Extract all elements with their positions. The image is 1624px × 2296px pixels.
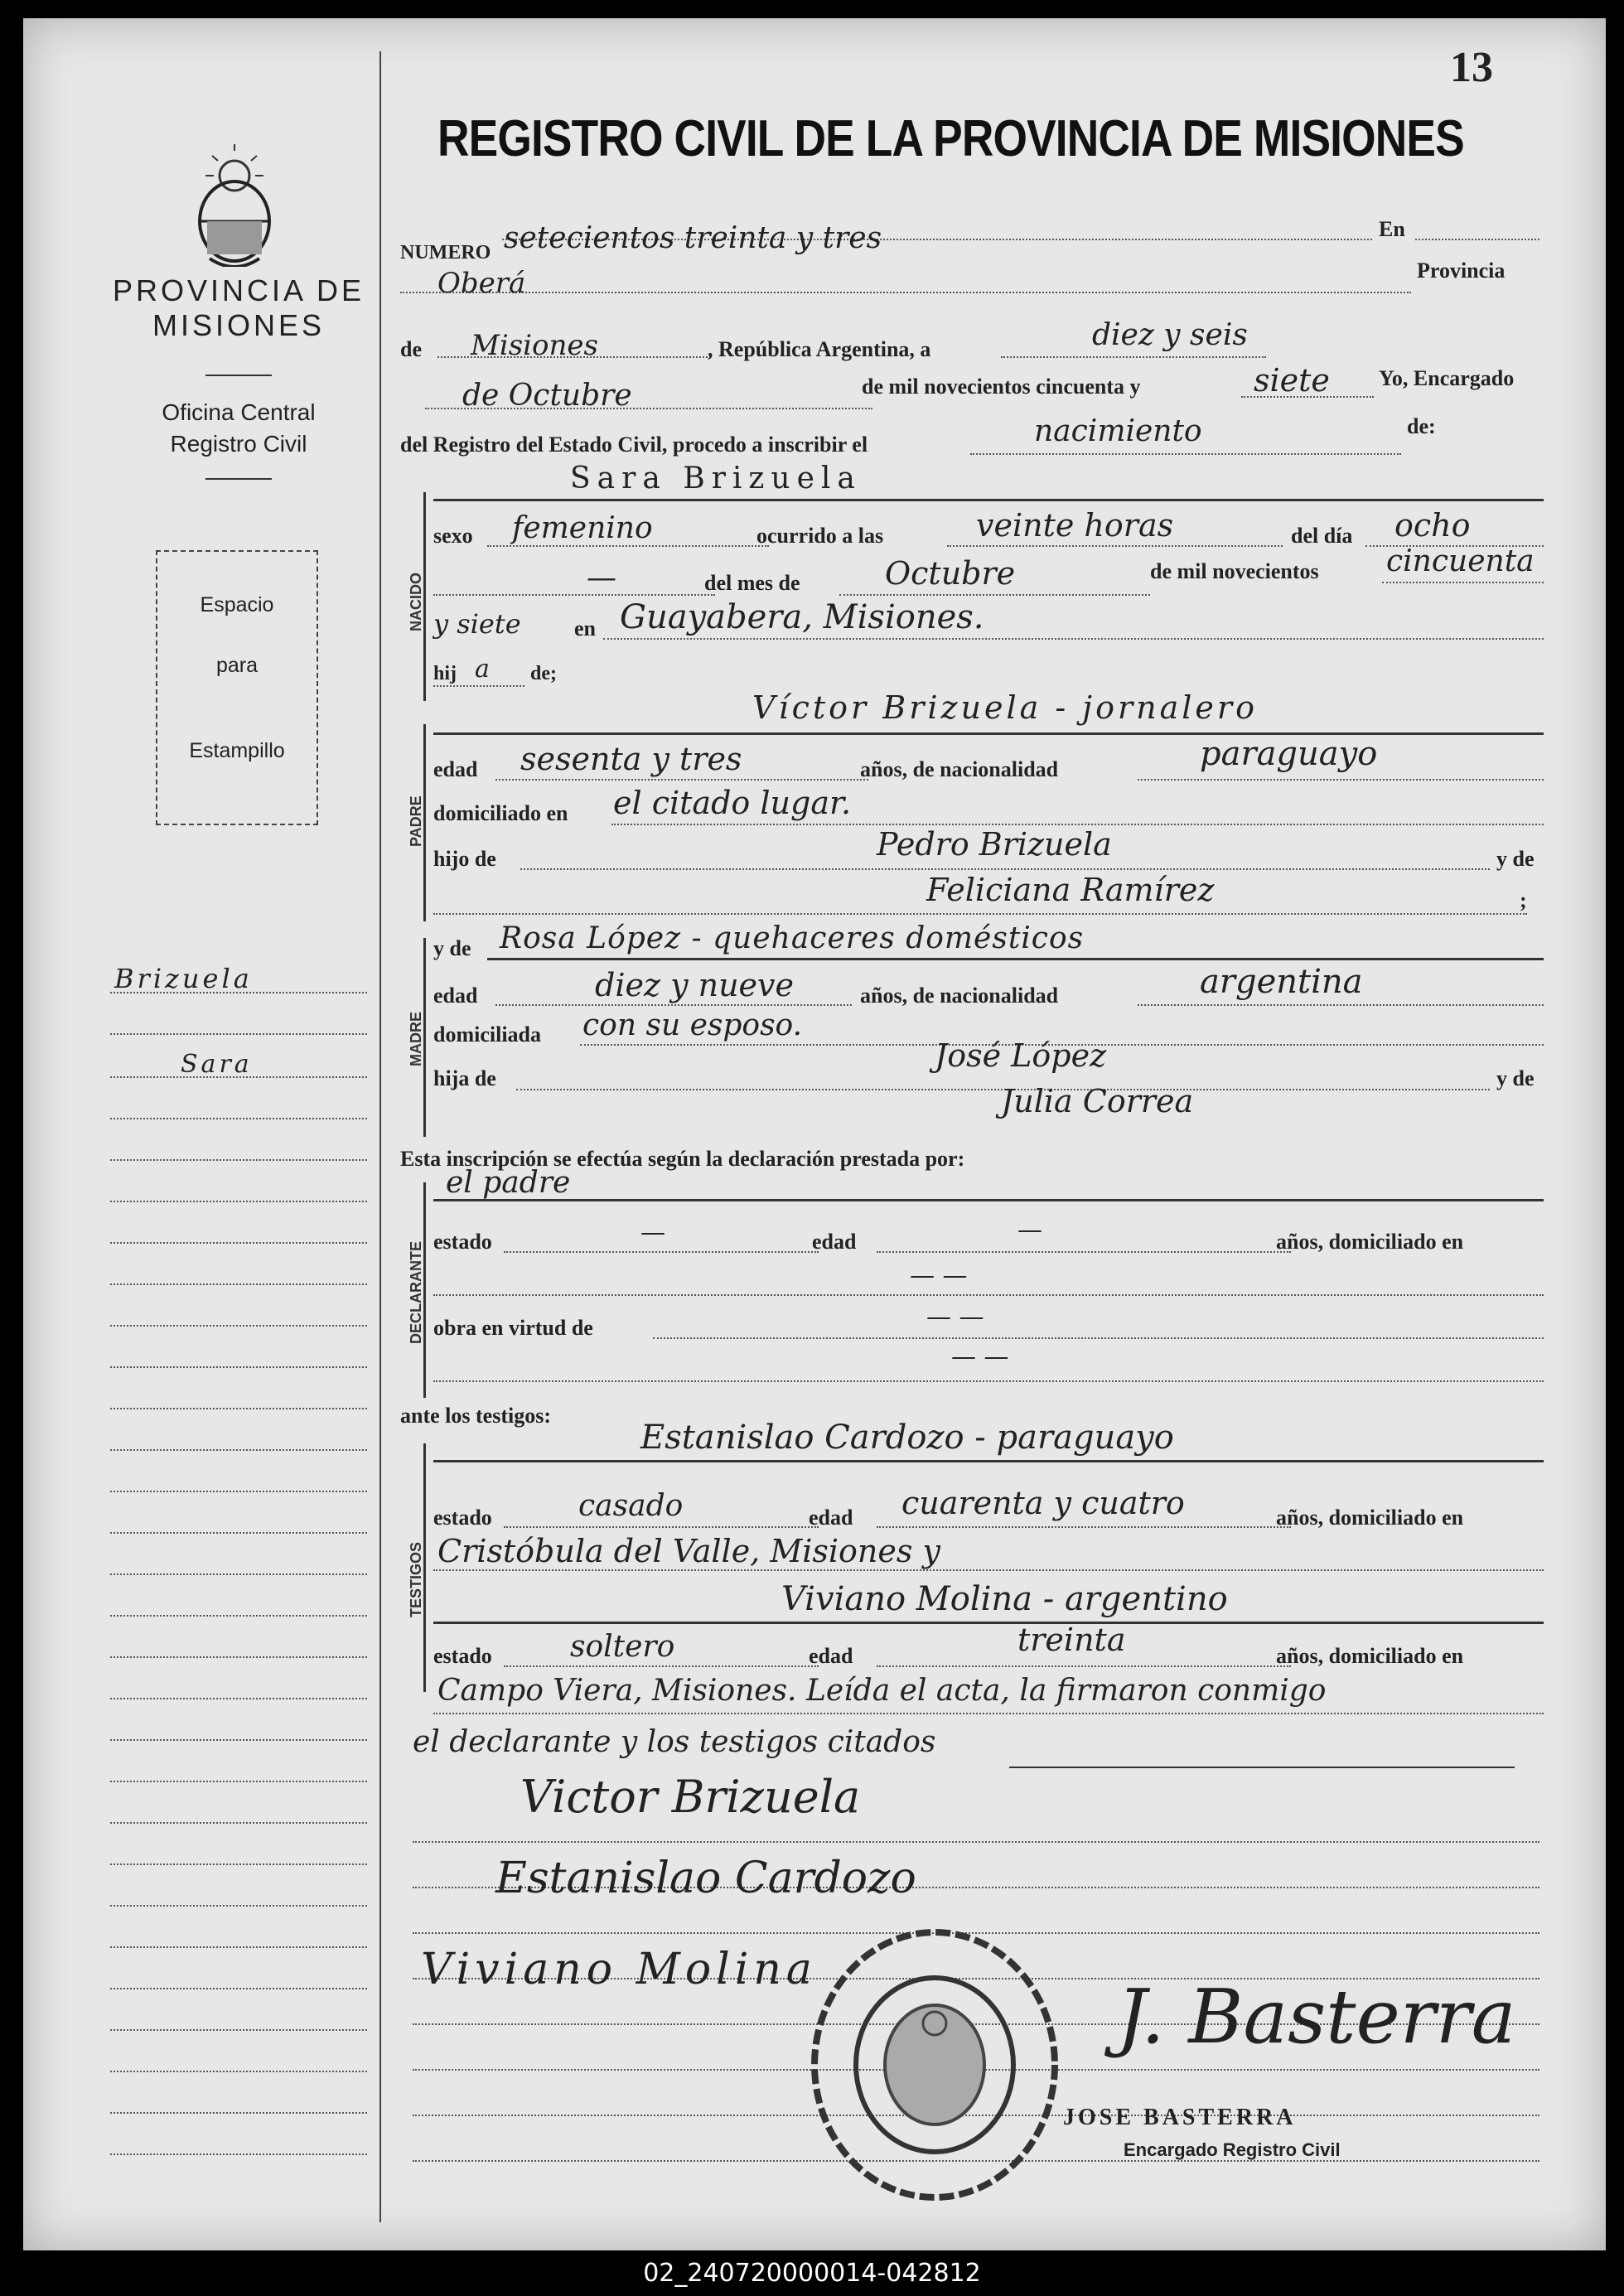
signer-name: JOSE BASTERRA bbox=[1063, 2105, 1297, 2130]
label-ocurrido: ocurrido a las bbox=[756, 524, 884, 548]
label-anos-domiciliado: años, domiciliado en bbox=[1276, 1230, 1464, 1254]
label-en: en bbox=[574, 616, 596, 640]
field-dia: ocho bbox=[1394, 507, 1471, 544]
field-t2-dom: Campo Viera, Misiones. Leída el acta, la firmaron conmigo bbox=[437, 1674, 1327, 1708]
label-hij: hij bbox=[433, 663, 457, 684]
tab-declarante: DECLARANTE bbox=[408, 1241, 424, 1344]
field-abuelo-m: José López bbox=[935, 1037, 1107, 1074]
label-anos-nac: años, de nacionalidad bbox=[860, 984, 1059, 1008]
label-esta-inscripcion: Esta inscripción se efectúa según la declaración prestada por: bbox=[400, 1147, 965, 1171]
field-line bbox=[433, 913, 1527, 915]
label-anos-domiciliado: años, domiciliado en bbox=[1276, 1644, 1464, 1668]
label-y-de: y de bbox=[1496, 847, 1535, 871]
tab-testigos: TESTIGOS bbox=[408, 1541, 424, 1617]
field-lugar-nac: Guayabera, Misiones. bbox=[620, 598, 984, 636]
label-del-dia: del día bbox=[1291, 524, 1353, 548]
field-testigo-2: Viviano Molina - argentino bbox=[781, 1580, 1228, 1618]
label-de-mil: de mil novecientos cincuenta y bbox=[862, 375, 1141, 399]
field-line bbox=[1415, 239, 1539, 240]
label-y-de: y de bbox=[1496, 1066, 1535, 1090]
field-abuela-m: Julia Correa bbox=[1001, 1083, 1194, 1119]
label-en: En bbox=[1379, 217, 1405, 241]
section-rule bbox=[433, 499, 1544, 501]
field-t1-estado: casado bbox=[578, 1489, 684, 1523]
label-sexo: sexo bbox=[433, 524, 473, 548]
field-line bbox=[1138, 1004, 1544, 1006]
field-line bbox=[947, 545, 1283, 547]
label-del-mes: del mes de bbox=[704, 571, 800, 595]
coat-of-arms-icon bbox=[189, 143, 280, 267]
province-label bbox=[102, 273, 375, 343]
field-fecha-dia: diez y seis bbox=[1092, 318, 1248, 352]
field-line bbox=[495, 779, 868, 781]
field-abuela-p: Feliciana Ramírez bbox=[926, 872, 1215, 908]
field-decl-obra: — — bbox=[926, 1303, 984, 1332]
field-line bbox=[1382, 582, 1544, 583]
field-line bbox=[877, 1526, 1291, 1528]
label-provincia: Provincia bbox=[1417, 259, 1506, 283]
field-decl-estado: — bbox=[640, 1218, 665, 1247]
office-line-1: Oficina Central bbox=[162, 399, 316, 425]
province-line-1: PROVINCIA DE bbox=[112, 273, 365, 307]
field-line bbox=[504, 1665, 819, 1667]
field-hij-letter: a bbox=[475, 655, 490, 684]
stamp-text-2: para bbox=[215, 654, 259, 677]
field-line bbox=[495, 1004, 852, 1006]
field-line bbox=[520, 868, 1490, 870]
label-numero: NUMERO bbox=[400, 242, 491, 263]
label-anos-nac: años, de nacionalidad bbox=[860, 757, 1059, 781]
label-hij-de: de; bbox=[530, 663, 557, 684]
margin-divider bbox=[379, 51, 381, 2222]
field-madre-edad: diez y nueve bbox=[595, 967, 795, 1003]
field-line bbox=[504, 1526, 819, 1528]
label-hijo-de: hijo de bbox=[433, 847, 496, 871]
label-semicolon: ; bbox=[1520, 888, 1527, 912]
divider bbox=[205, 478, 272, 480]
label-edad: edad bbox=[812, 1230, 857, 1254]
label-de-mil-nov: de mil novecientos bbox=[1150, 559, 1319, 583]
label-anos-domiciliado: años, domiciliado en bbox=[1276, 1506, 1464, 1530]
field-line bbox=[1001, 356, 1266, 358]
field-line bbox=[433, 1294, 1544, 1296]
divider bbox=[205, 375, 272, 376]
field-line bbox=[433, 594, 715, 596]
label-de: de bbox=[400, 337, 422, 361]
label-obra-virtud: obra en virtud de bbox=[433, 1316, 593, 1340]
field-padre-edad: sesenta y tres bbox=[520, 741, 742, 777]
field-acto: nacimiento bbox=[1034, 414, 1202, 448]
field-hora: veinte horas bbox=[976, 507, 1174, 544]
field-line bbox=[877, 1251, 1291, 1253]
label-edad: edad bbox=[809, 1506, 853, 1530]
label-domiciliada: domiciliada bbox=[433, 1022, 542, 1046]
label-edad: edad bbox=[809, 1644, 853, 1668]
field-t1-dom: Cristóbula del Valle, Misiones y bbox=[437, 1533, 940, 1569]
field-line bbox=[433, 685, 524, 687]
field-line bbox=[839, 594, 1150, 596]
field-anio: siete bbox=[1254, 362, 1330, 399]
field-numero: setecientos treinta y tres bbox=[504, 221, 882, 255]
field-decl-dom: — — bbox=[910, 1261, 968, 1290]
field-madre: Rosa López - quehaceres domésticos bbox=[500, 921, 1085, 955]
field-provincia-de: Misiones bbox=[471, 329, 598, 362]
label-yo-encargado: Yo, Encargado bbox=[1379, 366, 1515, 390]
field-madre-dom: con su esposo. bbox=[582, 1008, 803, 1042]
field-abuelo-p: Pedro Brizuela bbox=[877, 826, 1112, 863]
field-padre: Víctor Brizuela - jornalero bbox=[752, 689, 1258, 726]
field-anio-nac: cincuenta bbox=[1386, 544, 1535, 578]
field-lugar: Oberá bbox=[437, 267, 526, 300]
field-line bbox=[653, 1337, 1544, 1339]
field-line bbox=[611, 824, 1544, 825]
label-edad: edad bbox=[433, 984, 478, 1008]
label-del-registro: del Registro del Estado Civil, procedo a inscribir el bbox=[400, 433, 868, 457]
field-line bbox=[487, 545, 769, 547]
office-line-2: Registro Civil bbox=[170, 431, 307, 457]
signature-padre: Victor Brizuela bbox=[520, 1771, 861, 1823]
margin-name: Sara bbox=[181, 1050, 253, 1079]
field-testigo-1: Estanislao Cardozo - paraguayo bbox=[640, 1419, 1174, 1457]
field-line bbox=[877, 1665, 1291, 1667]
field-padre-nac: paraguayo bbox=[1200, 735, 1378, 773]
province-line-2: MISIONES bbox=[152, 308, 326, 342]
signature-testigo-1: Estanislao Cardozo bbox=[495, 1854, 916, 1903]
stamp-text-3: Estampillo bbox=[189, 739, 285, 762]
field-line bbox=[603, 638, 1544, 640]
label-republica: , República Argentina, a bbox=[708, 337, 931, 361]
field-line bbox=[400, 292, 1411, 293]
field-line bbox=[433, 1713, 1544, 1714]
tab-padre: PADRE bbox=[408, 795, 424, 847]
tab-madre: MADRE bbox=[408, 1012, 424, 1066]
field-dia-extra: — bbox=[587, 561, 616, 595]
field-anio-nac-2: y siete bbox=[433, 608, 521, 640]
label-estado: estado bbox=[433, 1644, 492, 1668]
field-sexo: femenino bbox=[512, 511, 653, 545]
label-de-colon: de: bbox=[1407, 414, 1436, 438]
label-domiciliado: domiciliado en bbox=[433, 801, 568, 825]
closing-rule bbox=[1009, 1767, 1515, 1768]
field-decl-edad: — bbox=[1017, 1216, 1042, 1245]
section-rule bbox=[433, 1460, 1544, 1462]
margin-surname: Brizuela bbox=[114, 963, 253, 994]
field-t1-edad: cuarenta y cuatro bbox=[901, 1485, 1185, 1521]
field-line bbox=[1138, 779, 1544, 781]
label-hija-de: hija de bbox=[433, 1066, 496, 1090]
document-title: REGISTRO CIVIL DE LA PROVINCIA DE MISIONES bbox=[437, 110, 1464, 167]
signer-title: Encargado Registro Civil bbox=[1124, 2139, 1341, 2160]
field-line bbox=[970, 453, 1401, 455]
label-estado: estado bbox=[433, 1230, 492, 1254]
field-line bbox=[504, 1251, 819, 1253]
label-y-de-madre: y de bbox=[433, 936, 471, 960]
stamp-text-1: Espacio bbox=[200, 593, 274, 616]
label-estado: estado bbox=[433, 1506, 492, 1530]
field-decl-obra-2: — — bbox=[951, 1342, 1009, 1371]
register-page bbox=[23, 18, 1606, 2250]
field-fecha-mes: de Octubre bbox=[462, 379, 632, 413]
section-rule bbox=[433, 1622, 1544, 1624]
label-edad: edad bbox=[433, 757, 478, 781]
field-nacido-nombre: Sara Brizuela bbox=[570, 462, 862, 495]
tab-nacido: NACIDO bbox=[408, 573, 424, 631]
section-rule bbox=[487, 958, 1544, 960]
official-seal-stamp bbox=[802, 1924, 1067, 2206]
field-mes: Octubre bbox=[885, 555, 1016, 592]
page-number: 13 bbox=[1450, 44, 1493, 91]
field-declarante: el padre bbox=[446, 1166, 571, 1200]
field-line bbox=[433, 1569, 1544, 1571]
field-padre-dom: el citado lugar. bbox=[613, 785, 852, 821]
signature-testigo-2: Viviano Molina bbox=[421, 1945, 817, 1994]
stamp-box bbox=[156, 550, 318, 825]
field-madre-nac: argentina bbox=[1200, 963, 1363, 1001]
field-t2-dom-2: el declarante y los testigos citados bbox=[413, 1725, 936, 1759]
label-ante-testigos: ante los testigos: bbox=[400, 1404, 551, 1428]
field-t2-edad: treinta bbox=[1017, 1622, 1126, 1658]
section-rule bbox=[433, 1199, 1544, 1201]
image-id-footer: 02_240720000014-042812 bbox=[0, 2250, 1624, 2296]
signature-encargado: J. Basterra bbox=[1117, 1974, 1516, 2061]
office-label bbox=[118, 397, 359, 460]
field-line bbox=[433, 1380, 1544, 1382]
field-t2-estado: soltero bbox=[570, 1630, 675, 1664]
